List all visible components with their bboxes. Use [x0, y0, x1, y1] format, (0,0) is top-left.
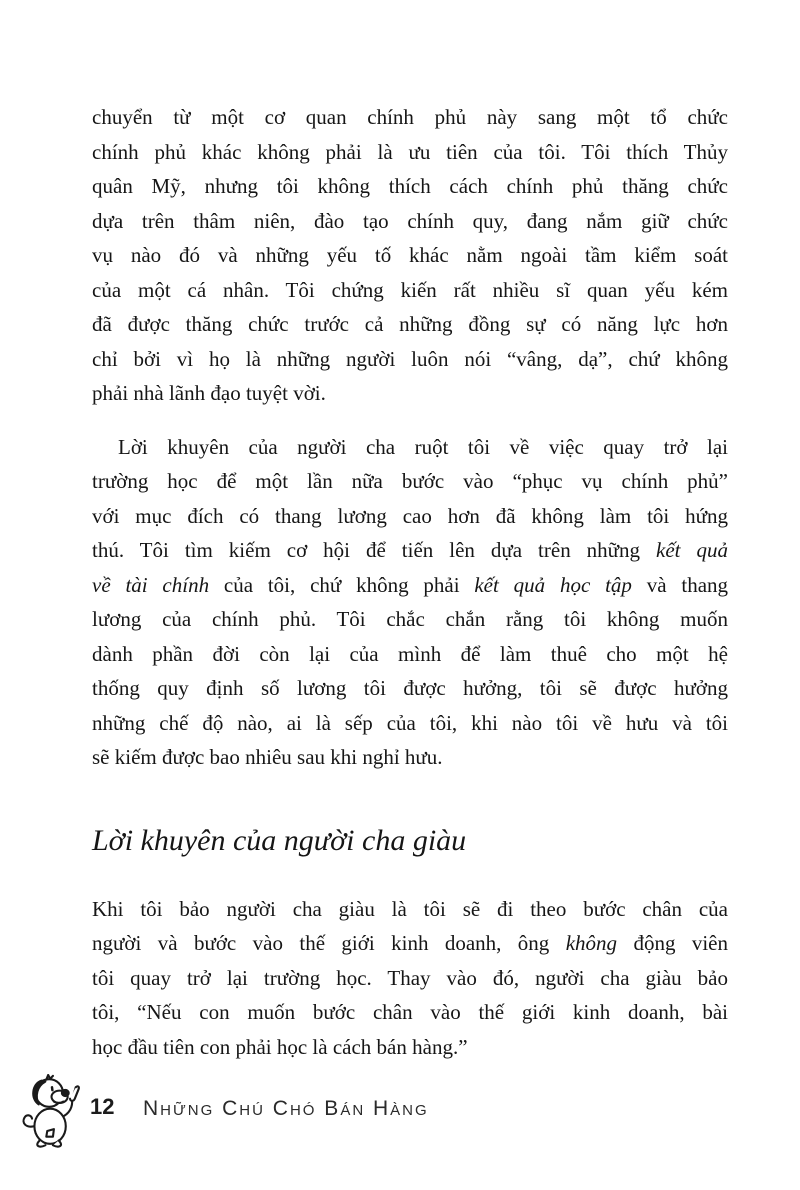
- text-line: thống quy định số lương tôi được hưởng, tôi sẽ được hưởng: [92, 676, 728, 700]
- text-line: những chế độ nào, ai là sếp của tôi, khi nào tôi về hưu và tôi: [92, 710, 728, 735]
- text-line: quân Mỹ, nhưng tôi không thích cách chính phủ thăng chức: [92, 174, 728, 198]
- paragraph: [92, 430, 728, 775]
- text-line: chính phủ khác không phải là ưu tiên của tôi. Tôi thích Thủy: [92, 139, 728, 164]
- text-line: tôi quay trở lại trường học. Thay vào đó, người cha giàu bảo: [92, 965, 728, 990]
- page-footer: [0, 1068, 800, 1158]
- text-line: lương của chính phủ. Tôi chắc chắn rằng tôi không muốn: [92, 607, 728, 631]
- book-title: Những Chú Chó Bán Hàng: [143, 1097, 429, 1120]
- text-line: tôi, “Nếu con muốn bước chân vào thế giới kinh doanh, bài: [92, 1000, 728, 1024]
- text-line: Khi tôi bảo người cha giàu là tôi sẽ đi theo bước chân của: [92, 896, 728, 921]
- text-line: đã được thăng chức trước cả những đồng sự có năng lực hơn: [92, 312, 728, 336]
- page-number: 12: [90, 1094, 115, 1119]
- paragraph: [92, 100, 728, 411]
- text-line: dành phần đời còn lại của mình để làm thuê cho một hệ: [92, 641, 728, 666]
- text-line: Lời khuyên của người cha ruột tôi về việc quay trở lại: [118, 434, 728, 459]
- text-line: vụ nào đó và những yếu tố khác nằm ngoài tầm kiểm soát: [92, 243, 728, 267]
- text-line: của một cá nhân. Tôi chứng kiến rất nhiều sĩ quan yếu kém: [92, 277, 728, 302]
- paragraph: [92, 892, 728, 1065]
- text-line: chỉ bởi vì họ là những người luôn nói “vâng, dạ”, chứ không: [92, 346, 728, 371]
- text-line: sẽ kiếm được bao nhiêu sau khi nghỉ hưu.: [92, 745, 443, 769]
- text-line: trường học để một lần nữa bước vào “phục vụ chính phủ”: [92, 469, 728, 493]
- text-line: phải nhà lãnh đạo tuyệt vời.: [92, 381, 326, 405]
- text-line: chuyển từ một cơ quan chính phủ này sang một tổ chức: [92, 105, 728, 129]
- dog-mascot-pointing-icon: [20, 1074, 84, 1150]
- text-line: dựa trên thâm niên, đào tạo chính quy, đang nắm giữ chức: [92, 208, 728, 233]
- section-heading: Lời khuyên của người cha giàu: [92, 823, 467, 857]
- text-line: về tài chính của tôi, chứ không phải kết quả học tập và thang: [92, 572, 729, 597]
- text-line: người và bước vào thế giới kinh doanh, ông không động viên: [92, 931, 729, 955]
- text-line: học đầu tiên con phải học là cách bán hàng.”: [92, 1034, 468, 1059]
- text-line: thú. Tôi tìm kiếm cơ hội để tiến lên dựa trên những kết quả: [92, 538, 728, 562]
- text-line: với mục đích có thang lương cao hơn đã không làm tôi hứng: [92, 503, 728, 528]
